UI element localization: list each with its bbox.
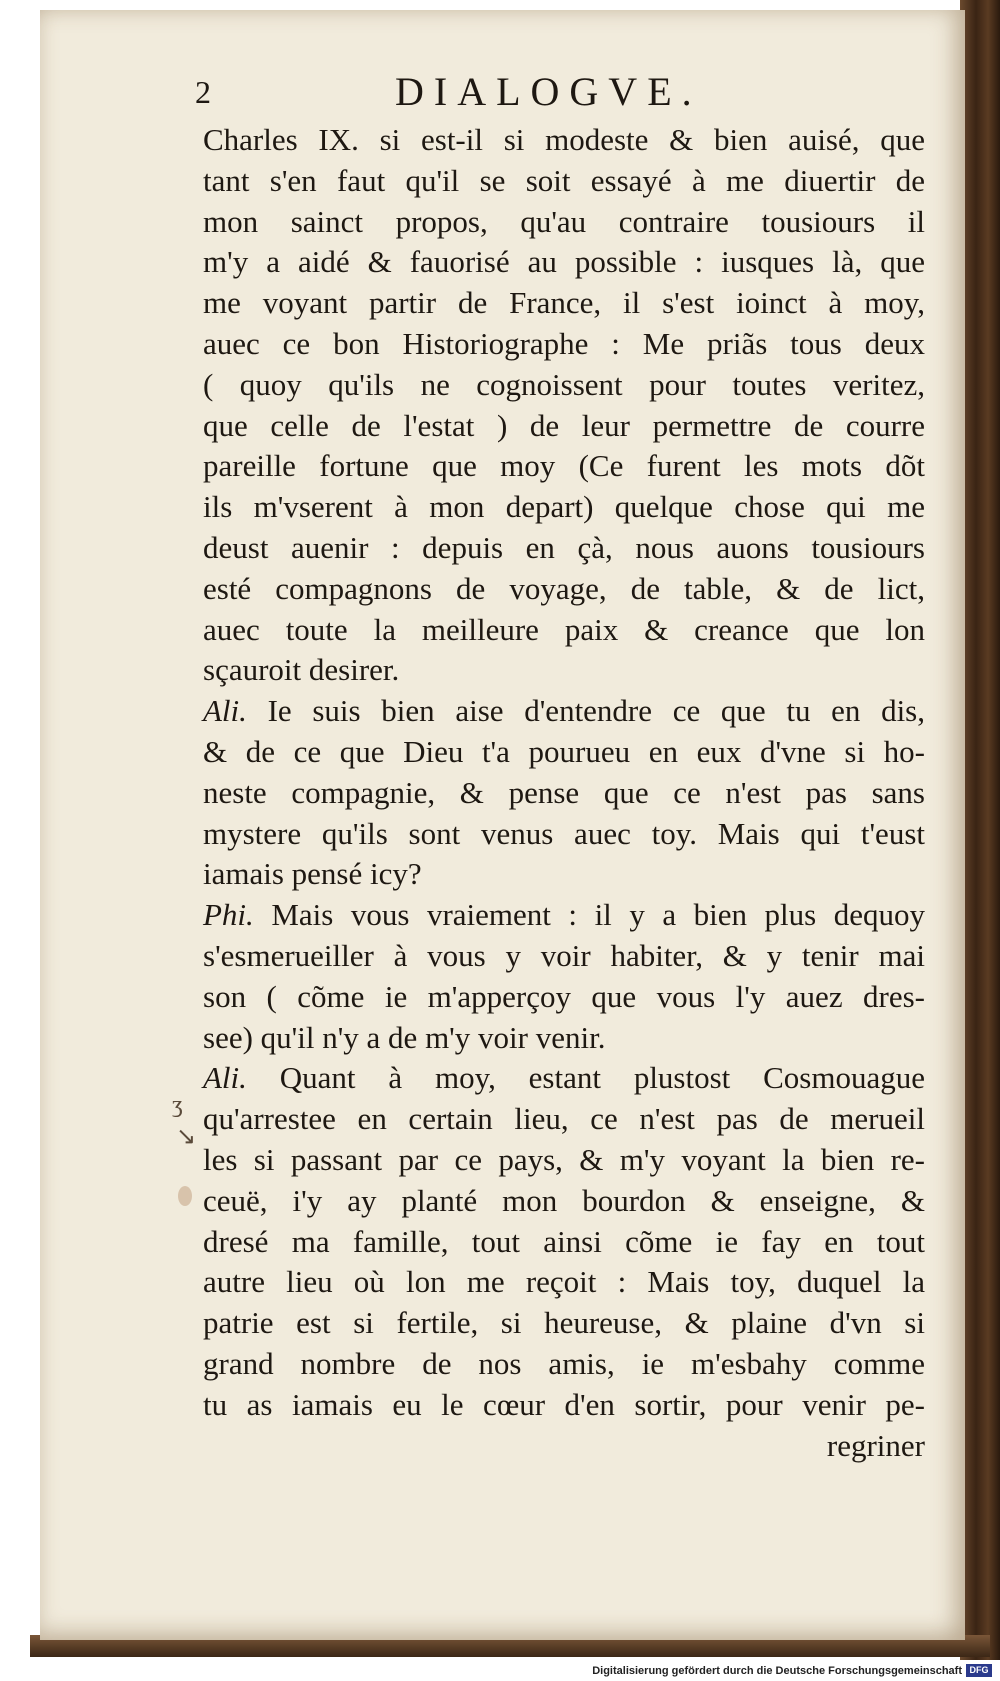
text-line bbox=[203, 1262, 925, 1303]
catchword: regriner bbox=[826, 1427, 925, 1463]
line-text: neste compagnie, & pense que ce n'est pas sans bbox=[203, 774, 925, 810]
text-line bbox=[203, 120, 925, 161]
line-text: qu'arrestee en certain lieu, ce n'est pas de merueil bbox=[203, 1101, 925, 1137]
text-line bbox=[203, 1344, 925, 1385]
line-text: autre lieu où lon me reçoit : Mais toy, duquel la bbox=[203, 1264, 925, 1300]
line-text: auec toute la meilleure paix & creance que lon bbox=[203, 611, 925, 647]
text-line bbox=[203, 650, 925, 691]
text-line bbox=[203, 1018, 925, 1059]
text-line bbox=[203, 895, 925, 936]
text-line bbox=[203, 569, 925, 610]
running-head: DIALOGVE. bbox=[395, 69, 702, 114]
text-line bbox=[203, 161, 925, 202]
line-text: see) qu'il n'y a de m'y voir venir. bbox=[203, 1019, 606, 1055]
line-text: pareille fortune que moy (Ce furent les mots dõt bbox=[203, 448, 925, 484]
text-line bbox=[203, 814, 925, 855]
page-header bbox=[195, 68, 915, 118]
line-text: Quant à moy, estant plustost Cosmouague bbox=[279, 1060, 925, 1096]
text-line bbox=[203, 1222, 925, 1263]
line-text: Ie suis bien aise d'entendre ce que tu en dis, bbox=[267, 693, 925, 729]
text-line bbox=[203, 528, 925, 569]
line-text: mon sainct propos, qu'au contraire tousiours il bbox=[203, 203, 925, 239]
text-line bbox=[203, 446, 925, 487]
text-line bbox=[203, 610, 925, 651]
text-block bbox=[203, 120, 925, 1466]
text-line bbox=[203, 773, 925, 814]
line-text: que celle de l'estat ) de leur permettre de courre bbox=[203, 407, 925, 443]
line-text: mystere qu'ils sont venus auec toy. Mais qui t'eust bbox=[203, 815, 925, 851]
text-line bbox=[203, 324, 925, 365]
line-text: grand nombre de nos amis, ie m'esbahy comme bbox=[203, 1345, 925, 1381]
line-text: son ( cõme ie m'apperçoy que vous l'y auez dres- bbox=[203, 978, 925, 1014]
line-text: Charles IX. si est-il si modeste & bien auisé, que bbox=[203, 122, 925, 157]
text-line bbox=[203, 202, 925, 243]
text-line bbox=[203, 1058, 925, 1099]
line-text: me voyant partir de France, il s'est ioinct à moy, bbox=[203, 285, 925, 321]
paper-stain bbox=[178, 1186, 192, 1206]
line-text: sçauroit desirer. bbox=[203, 652, 400, 688]
margin-mark: ↘ bbox=[176, 1124, 197, 1150]
text-line bbox=[203, 936, 925, 977]
line-text: & de ce que Dieu t'a pourueu en eux d'vne si ho- bbox=[203, 733, 925, 769]
line-text: m'y a aidé & fauorisé au possible : iusques là, que bbox=[203, 244, 925, 280]
text-line bbox=[203, 691, 925, 732]
text-line bbox=[203, 854, 925, 895]
line-text: ils m'vserent à mon depart) quelque chose qui me bbox=[203, 489, 925, 525]
text-line bbox=[203, 1385, 925, 1426]
line-text: iamais pensé icy? bbox=[203, 856, 422, 892]
line-text: ceuë, i'y ay planté mon bourdon & enseigne, & bbox=[203, 1182, 925, 1218]
page-number: 2 bbox=[195, 74, 211, 110]
line-text: Mais vous vraiement : il y a bien plus dequoy bbox=[271, 897, 925, 933]
dfg-logo: DFG bbox=[966, 1664, 992, 1677]
text-line bbox=[203, 1099, 925, 1140]
text-line bbox=[203, 365, 925, 406]
speaker-label: Ali. bbox=[203, 693, 247, 729]
line-text: les si passant par ce pays, & m'y voyant la bien re- bbox=[203, 1141, 925, 1177]
line-text: tu as iamais eu le cœur d'en sortir, pour venir pe- bbox=[203, 1386, 925, 1422]
line-text: esté compagnons de voyage, de table, & de lict, bbox=[203, 570, 925, 606]
line-text: tant s'en faut qu'il se soit essayé à me diuertir de bbox=[203, 162, 925, 198]
digitization-credit: Digitalisierung gefördert durch die Deutsche Forschungsgemeinschaft bbox=[592, 1665, 962, 1677]
text-line bbox=[203, 977, 925, 1018]
speaker-label: Phi. bbox=[203, 897, 254, 933]
line-text: patrie est si fertile, si heureuse, & plaine d'vn si bbox=[203, 1305, 925, 1341]
text-line bbox=[203, 1140, 925, 1181]
text-line bbox=[203, 1303, 925, 1344]
text-line bbox=[203, 487, 925, 528]
line-text: auec ce bon Historiographe : Me priãs tous deux bbox=[203, 325, 925, 361]
line-text: s'esmerueiller à vous y voir habiter, & y tenir mai bbox=[203, 937, 925, 973]
text-line bbox=[203, 242, 925, 283]
line-text: dresé ma famille, tout ainsi cõme ie fay en tout bbox=[203, 1223, 925, 1259]
margin-mark: ʒ bbox=[172, 1092, 183, 1118]
footer bbox=[0, 1662, 1000, 1681]
text-line bbox=[203, 406, 925, 447]
text-line bbox=[203, 1181, 925, 1222]
line-text: ( quoy qu'ils ne cognoissent pour toutes veritez, bbox=[203, 366, 925, 402]
speaker-label: Ali. bbox=[203, 1060, 247, 1096]
line-text: deust auenir : depuis en çà, nous auons tousiours bbox=[203, 529, 925, 565]
text-line bbox=[203, 732, 925, 773]
book-edge bbox=[960, 0, 1000, 1660]
text-line bbox=[203, 283, 925, 324]
